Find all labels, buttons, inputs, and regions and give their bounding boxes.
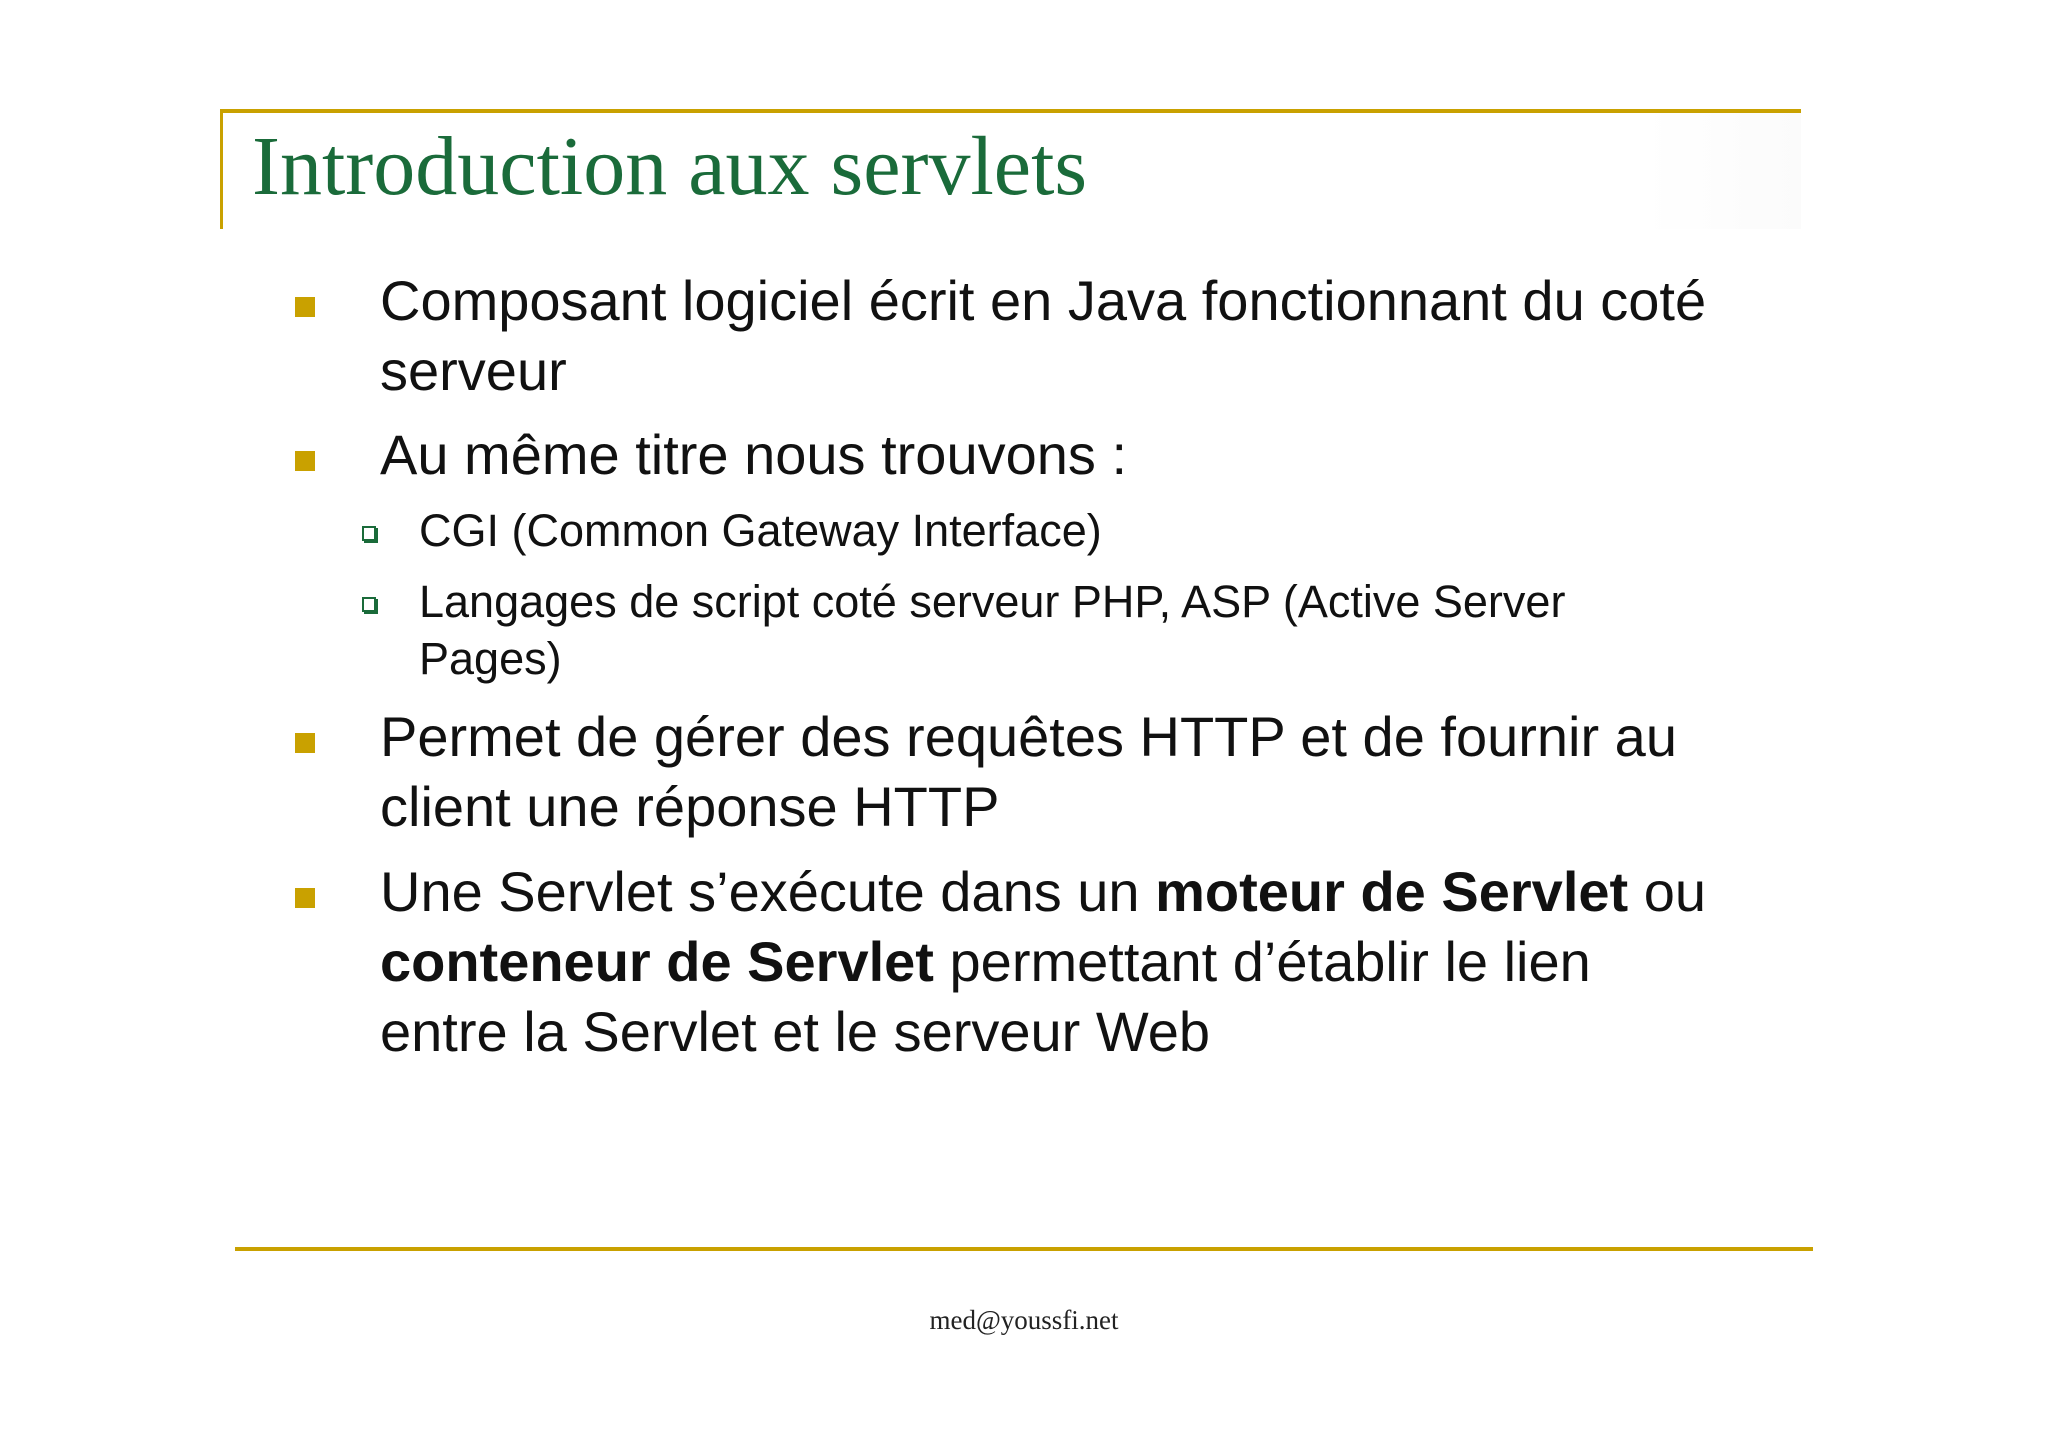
bullet-item: Permet de gérer des requêtes HTTP et de fournir au client une réponse HTTP: [380, 705, 1677, 838]
bullet-square-icon: [295, 451, 315, 471]
footer-email: med@youssfi.net: [929, 1305, 1119, 1335]
bullet-text: ou: [1628, 860, 1707, 923]
sub-bullet-checkbox-icon: [362, 597, 376, 612]
sub-bullet-checkbox-icon: [362, 526, 376, 541]
footer-divider: [235, 1247, 1813, 1251]
slide-title: Introduction aux servlets: [252, 120, 1088, 213]
sub-bullet-item: Langages de script coté serveur PHP, ASP (Active Server Pages): [419, 576, 1566, 684]
bullet-text: Une Servlet s’exécute dans un: [380, 860, 1156, 923]
sub-bullet-item: CGI (Common Gateway Interface): [419, 505, 1102, 556]
bullet-item: Composant logiciel écrit en Java fonctionnant du coté serveur: [380, 269, 1707, 402]
bullet-square-icon: [295, 888, 315, 908]
bullet-bold-text: conteneur de Servlet: [380, 930, 934, 993]
bullet-text: permettant d’établir le lien entre la Servlet et le serveur Web: [380, 930, 1591, 1063]
bullet-bold-text: moteur de Servlet: [1155, 860, 1629, 923]
bullet-item: Au même titre nous trouvons :: [380, 423, 1128, 486]
bullet-square-icon: [295, 733, 315, 753]
bullet-square-icon: [295, 297, 315, 317]
bullet-item-rich: [380, 857, 1720, 1067]
